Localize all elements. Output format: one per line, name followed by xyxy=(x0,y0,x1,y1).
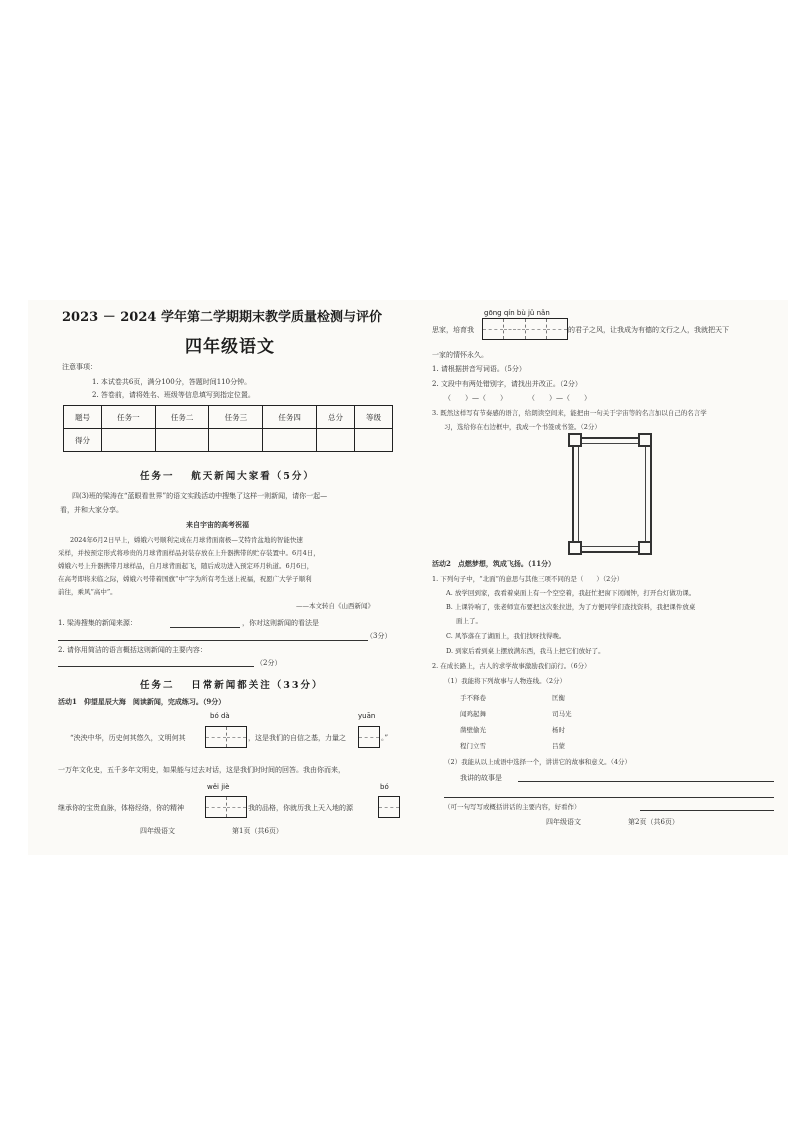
table-cell: 总分 xyxy=(317,406,355,429)
question-2: 2. 在成长路上，古人的求学故事激励我们前行。（6分） xyxy=(432,662,591,670)
activity-2: 活动2 点燃梦想，筑成飞扬。（11分） xyxy=(432,559,556,568)
notice-item: 2. 答卷前，请将姓名、班级等信息填写到指定位置。 xyxy=(92,391,255,399)
frame-corner xyxy=(568,541,582,555)
footer-page-number: 第2页（共6页） xyxy=(628,818,679,826)
notice-heading: 注意事项： xyxy=(62,363,97,371)
pinyin-label: bó xyxy=(380,783,389,791)
task1-intro: 四(3)班的梁涛在“蓝眼看世界”的语文实践活动中搜集了这样一则新闻，请你一起— xyxy=(72,492,328,500)
answer-hint: （可一句写写或概括讲话的主要内容，好看作） xyxy=(444,803,581,811)
choice-option-b-cont: 面上了。 xyxy=(456,617,482,625)
tianzige-box[interactable] xyxy=(205,726,247,748)
news-paragraph: 采样，并按预定形式将珍贵的月球背面样品封装存放在上升器携带的贮存装置中。6月4日， xyxy=(58,549,320,557)
tianzige-box[interactable] xyxy=(358,726,380,748)
idiom-item[interactable]: 闻鸡起舞 xyxy=(460,710,486,718)
question-2: 2. 文段中有两处错别字，请找出并改正。（2分） xyxy=(432,380,582,388)
score-field[interactable] xyxy=(354,429,392,452)
footer-subject: 四年级语文 xyxy=(140,827,175,835)
idiom-item[interactable]: 手不释卷 xyxy=(460,694,486,702)
passage-line: “泱泱中华，历史何其悠久，文明何其 xyxy=(70,734,186,742)
passage-line: 。” xyxy=(381,734,389,742)
frame-corner xyxy=(638,541,652,555)
idiom-item[interactable]: 凿壁偷光 xyxy=(460,726,486,734)
answer-line[interactable] xyxy=(58,666,254,667)
score-field[interactable] xyxy=(155,429,209,452)
choice-option-b[interactable]: B. 上课铃响了，张老师宣布要把这次张拉进，为了方便同学们查找资料，我把课件放桌 xyxy=(446,603,696,611)
task1-intro: 看，并和大家分享。 xyxy=(60,506,123,514)
choice-option-a[interactable]: A. 放学回到家，我看着桌面上有一个空空着，我赶忙把窗下闭闹钟，打开台灯做功课。 xyxy=(446,589,696,597)
table-cell: 任务三 xyxy=(209,406,263,429)
choice-option-c[interactable]: C. 风筝落在了湖面上，我们找呀找得晚。 xyxy=(446,632,566,640)
pinyin-label: bó dà xyxy=(210,712,230,720)
answer-line[interactable] xyxy=(58,640,368,641)
bookmark-frame[interactable] xyxy=(572,437,652,553)
passage-line: 继承你的宝贵血脉，体格经络，你的精神 xyxy=(58,804,184,812)
grade-title: 四年级语文 xyxy=(185,337,275,357)
question-3-cont: 习，选给你在右边框中，我成一个书签或书签。（2分） xyxy=(444,423,601,431)
score-field[interactable] xyxy=(209,429,263,452)
score-field[interactable] xyxy=(317,429,355,452)
table-cell: 等级 xyxy=(354,406,392,429)
pinyin-label: gōng qín bù jǔ nǎn xyxy=(484,309,550,317)
news-paragraph: 前往，乘风“高中”。 xyxy=(58,588,117,596)
person-item[interactable]: 杨时 xyxy=(552,726,565,734)
question-1-cont: ，你对这则新闻的看法是 xyxy=(242,619,319,627)
frame-corner xyxy=(638,433,652,447)
table-cell: 任务一 xyxy=(101,406,155,429)
footer-page-number: 第1页（共6页） xyxy=(232,827,283,835)
notice-item: 1. 本试卷共6页，满分100分，答题时间110分钟。 xyxy=(92,378,252,386)
score-field[interactable] xyxy=(263,429,317,452)
question-2: 2. 请你用简洁的语言概括这则新闻的主要内容： xyxy=(58,646,207,654)
news-title: 来自宇宙的高考祝福 xyxy=(186,520,249,529)
sub-question: （1）我能将下列故事与人物连线。（2分） xyxy=(444,677,567,685)
pinyin-label: wěi jiè xyxy=(207,783,230,791)
news-paragraph: 在高考即将来临之际，嫦娥六号带着国旗“中”字为所有考生送上祝福，祝愿广大学子顺利 xyxy=(58,575,312,583)
person-item[interactable]: 匡衡 xyxy=(552,694,565,702)
question-score: （2分） xyxy=(256,659,282,667)
answer-line[interactable] xyxy=(444,797,774,798)
answer-line[interactable] xyxy=(170,627,240,628)
passage-line: 一万年文化史，五千多年文明史，如果能与过去对话，这是我们时时间的回答。我由你而来， xyxy=(58,766,345,774)
news-paragraph: 2024年6月2日早上，嫦娥六号顺利完成在月球背面南极—艾特肯盆地的智能快速 xyxy=(70,536,303,544)
table-cell: 得分 xyxy=(64,429,102,452)
choice-question: 1. 下列句子中，“北面”的意思与其他三项不同的是（ ）（2分） xyxy=(432,575,624,583)
answer-label: 我讲的故事是 xyxy=(460,774,502,782)
passage-line: ，这是我们的自信之基，力量之 xyxy=(248,734,346,742)
frame-corner xyxy=(568,433,582,447)
question-1: 1. 请根据拼音写词语。（5分） xyxy=(432,365,526,373)
passage-line: 我的品格，你就历我上天入地的源 xyxy=(248,804,353,812)
tianzige-box[interactable] xyxy=(378,796,400,818)
activity-1: 活动1 仰望星辰大海 阅读新闻，完成练习。（9分） xyxy=(58,697,226,706)
tianzige-box[interactable] xyxy=(205,796,247,818)
question-1: 1. 梁涛搜集的新闻来源： xyxy=(58,619,137,627)
person-item[interactable]: 司马光 xyxy=(552,710,572,718)
question-score: （3分） xyxy=(366,632,392,640)
table-cell: 任务二 xyxy=(155,406,209,429)
passage-line: 的君子之风，让我成为有德的文行之人，我就把天下 xyxy=(568,326,729,334)
table-cell: 题号 xyxy=(64,406,102,429)
task2-heading: 任务二 日常新闻都关注（33分） xyxy=(140,680,324,691)
passage-line: 思家，培育我 xyxy=(432,326,474,334)
footer-subject: 四年级语文 xyxy=(546,818,581,826)
choice-option-d[interactable]: D. 到家后看到桌上摆放满东西，我马上把它们放好了。 xyxy=(446,647,605,655)
answer-line[interactable] xyxy=(640,810,774,811)
question-2-blanks[interactable]: （ ）—（ ） （ ）—（ ） xyxy=(444,394,591,402)
score-field[interactable] xyxy=(101,429,155,452)
answer-line[interactable] xyxy=(518,781,774,782)
task1-heading: 任务一 航天新闻大家看（5分） xyxy=(140,471,315,482)
idiom-item[interactable]: 程门立雪 xyxy=(460,742,486,750)
score-table xyxy=(63,405,393,452)
news-source: ——本文转自《山西新闻》 xyxy=(296,602,374,610)
tianzige-box[interactable] xyxy=(482,318,568,340)
exam-title: 2023 － 2024 学年第二学期期末教学质量检测与评价 xyxy=(62,310,382,325)
news-paragraph: 嫦娥六号上升器携带月球样品，自月球背面起飞，随后成功进入预定环月轨道。6月6日， xyxy=(58,562,314,570)
table-cell: 任务四 xyxy=(263,406,317,429)
question-3: 3. 既然这样写有节奏感的语言，给朗读空间来，能把由一句关于宇宙等的名言加以自己的名言学 xyxy=(432,409,707,417)
passage-line: 一家的情怀永久。 xyxy=(432,351,488,359)
person-item[interactable]: 吕蒙 xyxy=(552,742,565,750)
pinyin-label: yuān xyxy=(358,712,376,720)
sub-question: （2）我能从以上成语中选择一个，讲讲它的故事和意义。（4分） xyxy=(444,758,632,766)
